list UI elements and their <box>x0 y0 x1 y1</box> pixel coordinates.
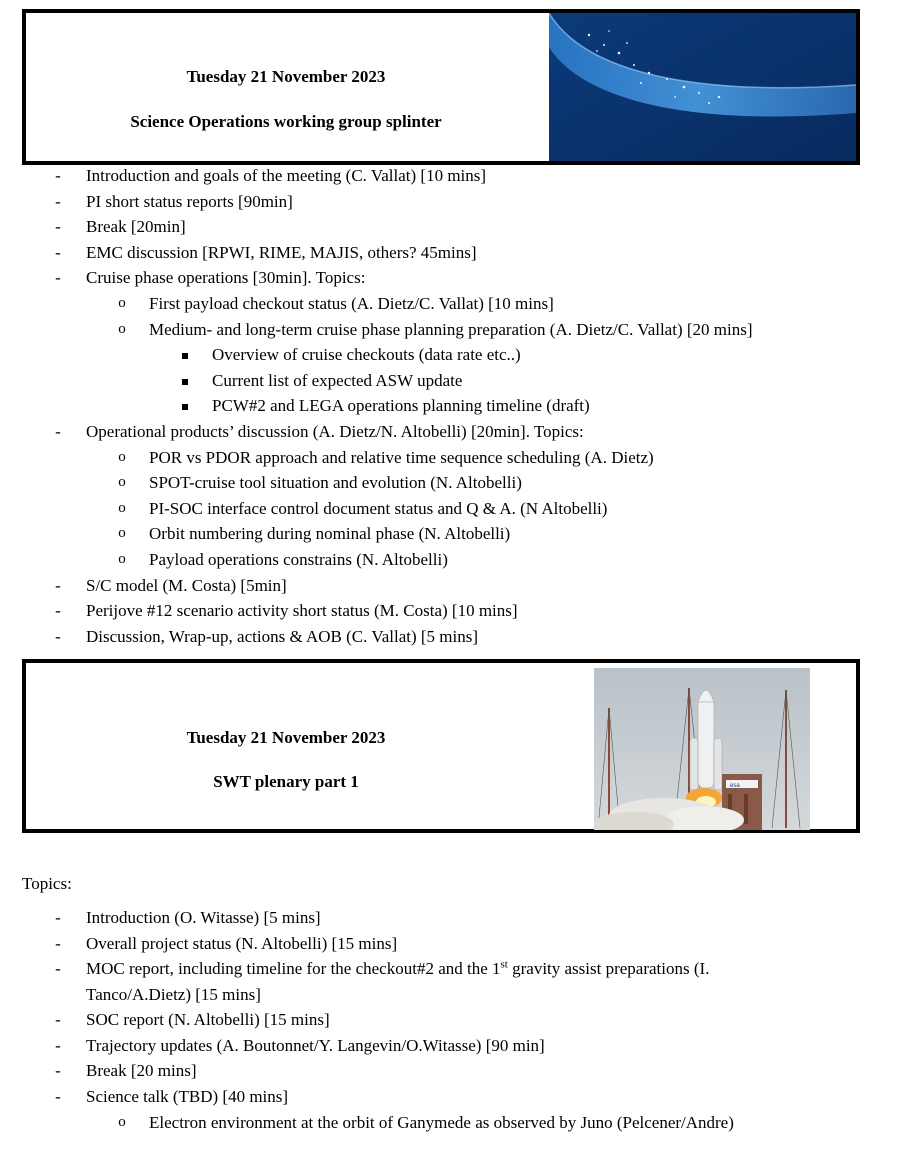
agenda-item <box>0 317 753 343</box>
agenda-item <box>0 624 753 650</box>
agenda-item-text: Medium- and long-term cruise phase planning preparation (A. Dietz/C. Vallat) [20 mins] <box>149 319 753 339</box>
agenda-item <box>0 1007 734 1033</box>
agenda-item <box>0 240 753 266</box>
agenda-item-text: Introduction and goals of the meeting (C. Vallat) [10 mins] <box>86 166 487 185</box>
agenda-item-text: Introduction (O. Witasse) [5 mins] <box>86 908 321 927</box>
agenda-item-text: Overall project status (N. Altobelli) [15 mins] <box>86 933 398 953</box>
dash-bullet: - <box>55 1086 61 1106</box>
circle-bullet: o <box>118 550 126 567</box>
dash-bullet: - <box>55 242 61 262</box>
agenda-item-text: EMC discussion [RPWI, RIME, MAJIS, others? 45mins] <box>86 242 477 262</box>
agenda-item-text: PI-SOC interface control document status and Q & A. (N Altobelli) <box>149 498 608 518</box>
agenda-item-text: Discussion, Wrap-up, actions & AOB (C. Vallat) [5 mins] <box>86 626 479 646</box>
agenda-item <box>0 521 753 547</box>
agenda-item-text: PI short status reports [90min] <box>86 191 293 211</box>
agenda-item <box>0 1084 734 1110</box>
agenda-item-text: MOC report, including timeline for the checkout#2 and the 1st gravity assist preparations (I. <box>86 958 710 979</box>
agenda-item-text: Operational products’ discussion (A. Dietz/N. Altobelli) [20min]. Topics: <box>86 421 584 441</box>
agenda-item <box>0 214 753 240</box>
dash-bullet: - <box>55 217 61 237</box>
agenda-item <box>0 342 753 368</box>
agenda-item-text: Break [20min] <box>86 217 186 237</box>
agenda-item <box>0 598 753 624</box>
agenda-item-text: Current list of expected ASW update <box>212 370 463 390</box>
square-bullet <box>180 368 190 394</box>
session1-title: Science Operations working group splinter <box>130 112 442 131</box>
agenda-item <box>0 445 753 471</box>
agenda-item-text: S/C model (M. Costa) [5min] <box>86 575 287 595</box>
agenda-item <box>0 496 753 522</box>
agenda-item-text: First payload checkout status (A. Dietz/C. Vallat) [10 mins] <box>149 293 554 313</box>
agenda-item <box>0 1033 734 1059</box>
agenda-item <box>0 931 734 957</box>
agenda-item <box>0 470 753 496</box>
dash-bullet: - <box>55 908 61 927</box>
dash-bullet: - <box>55 626 61 646</box>
agenda-item-text-continued: Tanco/A.Dietz) [15 mins] <box>86 984 261 1004</box>
dash-bullet: - <box>55 268 61 288</box>
circle-bullet: o <box>118 499 126 516</box>
dash-bullet: - <box>55 191 61 211</box>
agenda-item <box>0 905 734 931</box>
agenda-item <box>0 291 753 317</box>
agenda-item-text: POR vs PDOR approach and relative time sequence scheduling (A. Dietz) <box>149 447 654 467</box>
agenda-item-text: Science talk (TBD) [40 mins] <box>86 1086 289 1106</box>
dash-bullet: - <box>55 575 61 595</box>
agenda-item <box>0 189 753 215</box>
agenda-item-text: Electron environment at the orbit of Ganymede as observed by Juno (Pelcener/Andre) <box>149 1112 734 1132</box>
dash-bullet: - <box>55 959 61 979</box>
dash-bullet: - <box>55 166 61 185</box>
circle-bullet: o <box>118 320 126 337</box>
agenda-item-text: PCW#2 and LEGA operations planning timeline (draft) <box>212 396 590 416</box>
agenda-item-text: SOC report (N. Altobelli) [15 mins] <box>86 1010 330 1030</box>
agenda-item-text: Overview of cruise checkouts (data rate etc..) <box>212 345 521 365</box>
circle-bullet: o <box>118 294 126 311</box>
agenda-item-text: Orbit numbering during nominal phase (N. Altobelli) <box>149 524 511 544</box>
agenda-item-text: Cruise phase operations [30min]. Topics: <box>86 268 366 288</box>
dash-bullet: - <box>55 933 61 953</box>
circle-bullet: o <box>118 1113 126 1130</box>
agenda-item <box>0 163 753 189</box>
agenda-item <box>0 547 753 573</box>
circle-bullet: o <box>118 525 126 542</box>
agenda-item-text: Perijove #12 scenario activity short status (M. Costa) [10 mins] <box>86 601 518 621</box>
session2-agenda <box>0 905 734 1135</box>
session2-date: Tuesday 21 November 2023 <box>186 728 386 747</box>
session2-title: SWT plenary part 1 <box>213 772 359 791</box>
agenda-item-text: Payload operations constrains (N. Altobelli) <box>149 549 448 569</box>
agenda-item-text: Trajectory updates (A. Boutonnet/Y. Langevin/O.Witasse) [90 min] <box>86 1035 545 1055</box>
circle-bullet: o <box>118 474 126 491</box>
square-bullet <box>180 393 190 419</box>
session1-agenda <box>0 163 753 649</box>
agenda-item <box>0 573 753 599</box>
session1-date: Tuesday 21 November 2023 <box>186 67 386 86</box>
agenda-item-text: Break [20 mins] <box>86 1061 197 1081</box>
agenda-item <box>0 419 753 445</box>
session2-banner <box>22 659 860 833</box>
dash-bullet: - <box>55 1035 61 1055</box>
topics-label: Topics: <box>22 874 72 893</box>
square-bullet <box>180 342 190 368</box>
agenda-item <box>0 393 753 419</box>
dash-bullet: - <box>55 1010 61 1030</box>
dash-bullet: - <box>55 421 61 441</box>
agenda-item <box>0 368 753 394</box>
dash-bullet: - <box>55 1061 61 1081</box>
agenda-item <box>0 1058 734 1084</box>
agenda-item <box>0 1110 734 1136</box>
dash-bullet: - <box>55 601 61 621</box>
session1-banner <box>22 9 860 165</box>
space-ring-image <box>549 13 856 161</box>
agenda-item <box>0 265 753 291</box>
agenda-item <box>0 956 734 1007</box>
agenda-item-text: SPOT-cruise tool situation and evolution (N. Altobelli) <box>149 473 522 493</box>
circle-bullet: o <box>118 448 126 465</box>
svg-text:esa: esa <box>730 783 740 789</box>
rocket-launch-image <box>594 668 810 830</box>
